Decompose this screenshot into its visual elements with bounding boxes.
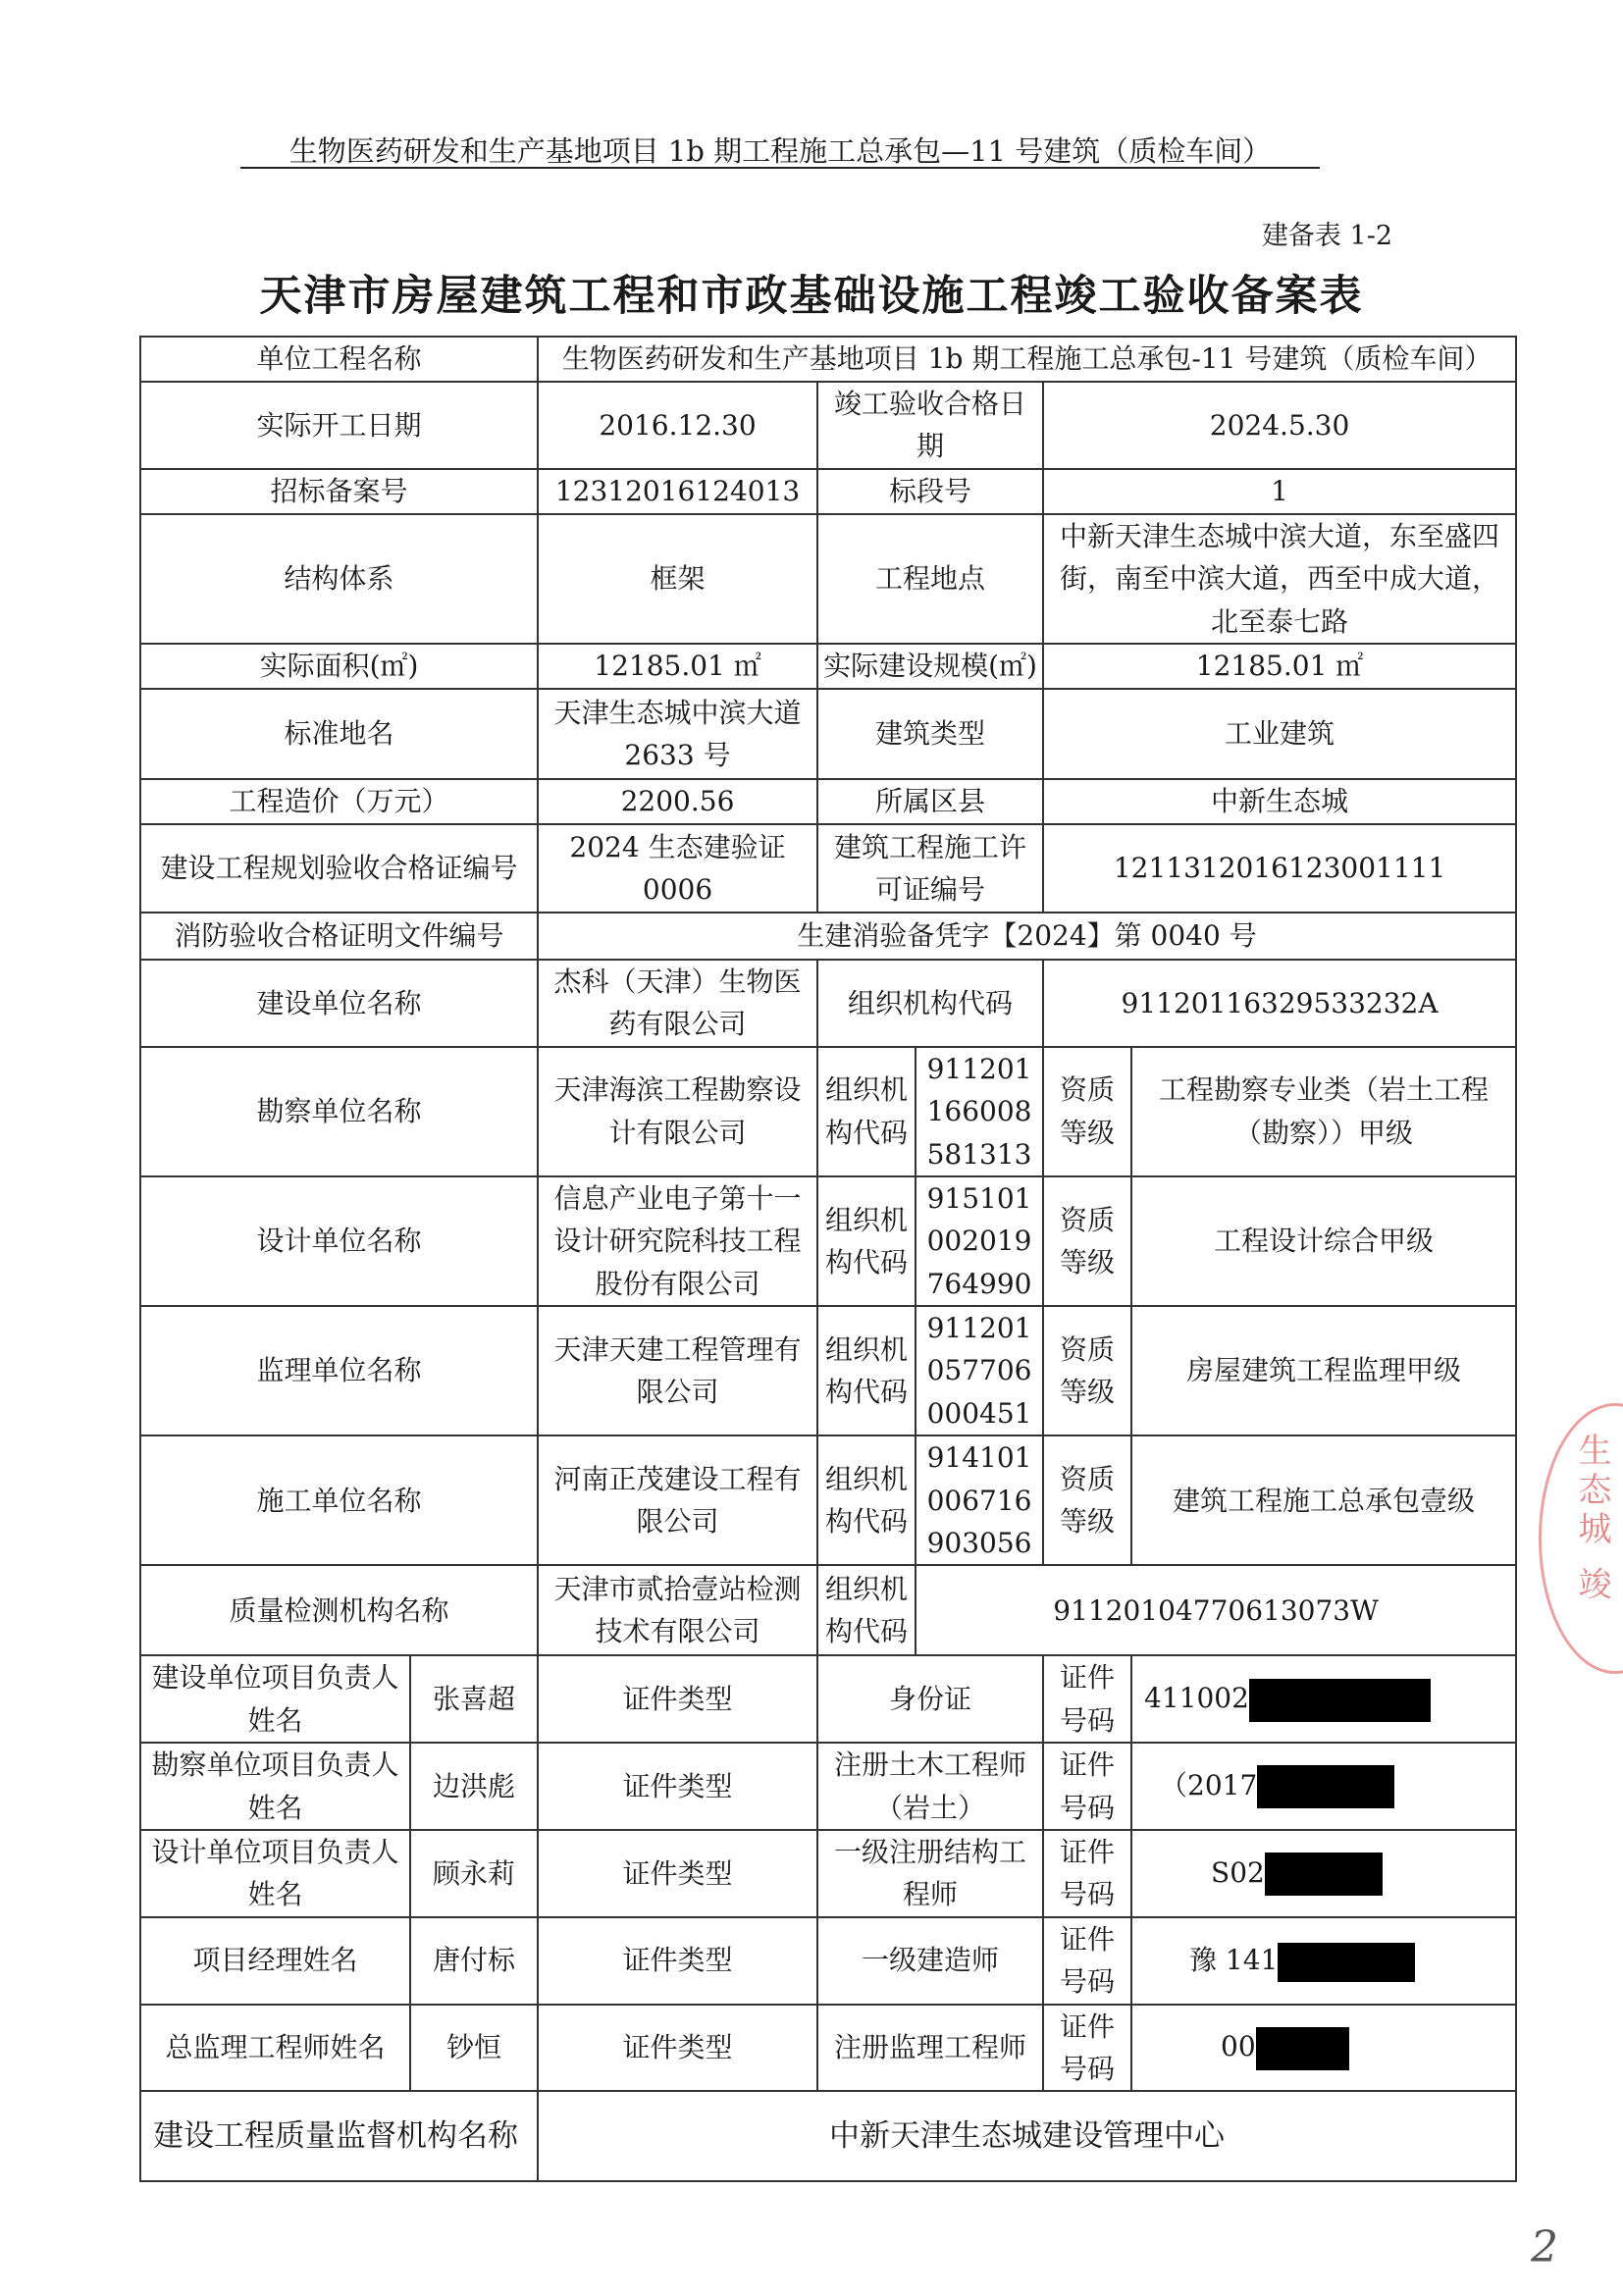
record-table — [139, 336, 1517, 2182]
person-name: 张喜超 — [410, 1655, 538, 1743]
page-number: 2 — [1531, 2222, 1558, 2272]
person-cert-no: （2017 — [1131, 1743, 1516, 1830]
redaction-block — [1256, 2027, 1349, 2070]
scale-value: 12185.01 ㎡ — [1043, 644, 1516, 689]
accept-date-label: 竣工验收合格日期 — [817, 382, 1043, 469]
std-address-label: 标准地名 — [140, 689, 538, 779]
design-qual-label: 资质等级 — [1043, 1176, 1131, 1306]
supervision-label: 监理单位名称 — [140, 1306, 538, 1435]
section-no-value: 1 — [1043, 469, 1516, 514]
person-role: 总监理工程师姓名 — [140, 2005, 410, 2092]
accept-date-value: 2024.5.30 — [1043, 382, 1516, 469]
person-cert-no: 豫 141 — [1131, 1917, 1516, 2005]
cert-type-label: 证件类型 — [538, 1830, 817, 1917]
page-title: 天津市房屋建筑工程和市政基础设施工程竣工验收备案表 — [259, 272, 1364, 321]
survey-code: 911201166008581313 — [916, 1047, 1043, 1176]
person-cert-type: 身份证 — [817, 1655, 1043, 1743]
permit-label: 建筑工程施工许可证编号 — [817, 824, 1043, 913]
cert-type-label: 证件类型 — [538, 1743, 817, 1830]
plan-cert-value: 2024 生态建验证 0006 — [538, 824, 817, 913]
redaction-block — [1278, 1943, 1415, 1982]
cert-type-label: 证件类型 — [538, 2005, 817, 2092]
fire-cert-label: 消防验收合格证明文件编号 — [140, 913, 538, 960]
supervision-code: 911201057706000451 — [916, 1306, 1043, 1435]
construction-code-label: 组织机构代码 — [817, 1435, 916, 1565]
area-value: 12185.01 ㎡ — [538, 644, 817, 689]
construction-qual: 建筑工程施工总承包壹级 — [1131, 1435, 1516, 1565]
stamp-text: 生态城 竣 — [1572, 1433, 1611, 1606]
construction-qual-label: 资质等级 — [1043, 1435, 1131, 1565]
supervision-value: 天津天建工程管理有限公司 — [538, 1306, 817, 1435]
building-type-label: 建筑类型 — [817, 689, 1043, 779]
supervisor-org-label: 建设工程质量监督机构名称 — [140, 2091, 538, 2181]
building-type-value: 工业建筑 — [1043, 689, 1516, 779]
testing-label: 质量检测机构名称 — [140, 1565, 538, 1655]
person-role: 设计单位项目负责人姓名 — [140, 1830, 410, 1917]
project-name-value: 生物医药研发和生产基地项目 1b 期工程施工总承包-11 号建筑（质检车间） — [538, 337, 1516, 382]
cost-value: 2200.56 — [538, 779, 817, 824]
form-number: 建备表 1-2 — [1261, 221, 1392, 251]
testing-code-label: 组织机构代码 — [817, 1565, 916, 1655]
person-cert-no: S02 — [1131, 1830, 1516, 1917]
person-name: 边洪彪 — [410, 1743, 538, 1830]
testing-code: 91120104770613073W — [916, 1565, 1516, 1655]
start-date-label: 实际开工日期 — [140, 382, 538, 469]
survey-qual: 工程勘察专业类（岩土工程（勘察））甲级 — [1131, 1047, 1516, 1176]
cert-no-label: 证件号码 — [1043, 1830, 1131, 1917]
fire-cert-value: 生建消验备凭字【2024】第 0040 号 — [538, 913, 1516, 960]
design-label: 设计单位名称 — [140, 1176, 538, 1306]
person-role: 勘察单位项目负责人姓名 — [140, 1743, 410, 1830]
section-no-label: 标段号 — [817, 469, 1043, 514]
supervision-code-label: 组织机构代码 — [817, 1306, 916, 1435]
std-address-value: 天津生态城中滨大道 2633 号 — [538, 689, 817, 779]
tender-no-label: 招标备案号 — [140, 469, 538, 514]
person-cert-type: 一级注册结构工程师 — [817, 1830, 1043, 1917]
permit-value: 1211312016123001111 — [1043, 824, 1516, 913]
person-name: 顾永莉 — [410, 1830, 538, 1917]
redaction-block — [1249, 1679, 1431, 1722]
person-name: 唐付标 — [410, 1917, 538, 2005]
person-cert-no: 411002 — [1131, 1655, 1516, 1743]
district-label: 所属区县 — [817, 779, 1043, 824]
tender-no-value: 12312016124013 — [538, 469, 817, 514]
structure-value: 框架 — [538, 514, 817, 644]
redaction-block — [1257, 1765, 1394, 1808]
scale-label: 实际建设规模(㎡) — [817, 644, 1043, 689]
cert-no-label: 证件号码 — [1043, 1655, 1131, 1743]
project-name-label: 单位工程名称 — [140, 337, 538, 382]
cert-no-label: 证件号码 — [1043, 1917, 1131, 2005]
owner-code: 91120116329533232A — [1043, 960, 1516, 1047]
structure-label: 结构体系 — [140, 514, 538, 644]
cert-no-label: 证件号码 — [1043, 1743, 1131, 1830]
design-code: 915101002019764990 — [916, 1176, 1043, 1306]
design-code-label: 组织机构代码 — [817, 1176, 916, 1306]
supervision-qual-label: 资质等级 — [1043, 1306, 1131, 1435]
cost-label: 工程造价（万元） — [140, 779, 538, 824]
person-role: 建设单位项目负责人姓名 — [140, 1655, 410, 1743]
supervisor-org-value: 中新天津生态城建设管理中心 — [538, 2091, 1516, 2181]
owner-code-label: 组织机构代码 — [817, 960, 1043, 1047]
testing-value: 天津市贰拾壹站检测技术有限公司 — [538, 1565, 817, 1655]
cert-no-label: 证件号码 — [1043, 2005, 1131, 2092]
person-name: 钞恒 — [410, 2005, 538, 2092]
construction-label: 施工单位名称 — [140, 1435, 538, 1565]
supervision-qual: 房屋建筑工程监理甲级 — [1131, 1306, 1516, 1435]
survey-qual-label: 资质等级 — [1043, 1047, 1131, 1176]
cert-type-label: 证件类型 — [538, 1917, 817, 2005]
design-value: 信息产业电子第十一设计研究院科技工程股份有限公司 — [538, 1176, 817, 1306]
person-cert-no: 00 — [1131, 2005, 1516, 2092]
survey-label: 勘察单位名称 — [140, 1047, 538, 1176]
person-cert-type: 一级建造师 — [817, 1917, 1043, 2005]
survey-code-label: 组织机构代码 — [817, 1047, 916, 1176]
design-qual: 工程设计综合甲级 — [1131, 1176, 1516, 1306]
redaction-block — [1265, 1852, 1383, 1896]
cert-type-label: 证件类型 — [538, 1655, 817, 1743]
location-value: 中新天津生态城中滨大道，东至盛四街，南至中滨大道，西至中成大道，北至泰七路 — [1043, 514, 1516, 644]
header-text: 生物医药研发和生产基地项目 1b 期工程施工总承包—11 号建筑（质检车间） — [288, 134, 1272, 168]
header-rule — [240, 167, 1320, 169]
area-label: 实际面积(㎡) — [140, 644, 538, 689]
location-label: 工程地点 — [817, 514, 1043, 644]
start-date-value: 2016.12.30 — [538, 382, 817, 469]
district-value: 中新生态城 — [1043, 779, 1516, 824]
person-role: 项目经理姓名 — [140, 1917, 410, 2005]
person-cert-type: 注册土木工程师（岩土） — [817, 1743, 1043, 1830]
owner-label: 建设单位名称 — [140, 960, 538, 1047]
survey-value: 天津海滨工程勘察设计有限公司 — [538, 1047, 817, 1176]
plan-cert-label: 建设工程规划验收合格证编号 — [140, 824, 538, 913]
construction-code: 914101006716903056 — [916, 1435, 1043, 1565]
owner-value: 杰科（天津）生物医药有限公司 — [538, 960, 817, 1047]
construction-value: 河南正茂建设工程有限公司 — [538, 1435, 817, 1565]
person-cert-type: 注册监理工程师 — [817, 2005, 1043, 2092]
